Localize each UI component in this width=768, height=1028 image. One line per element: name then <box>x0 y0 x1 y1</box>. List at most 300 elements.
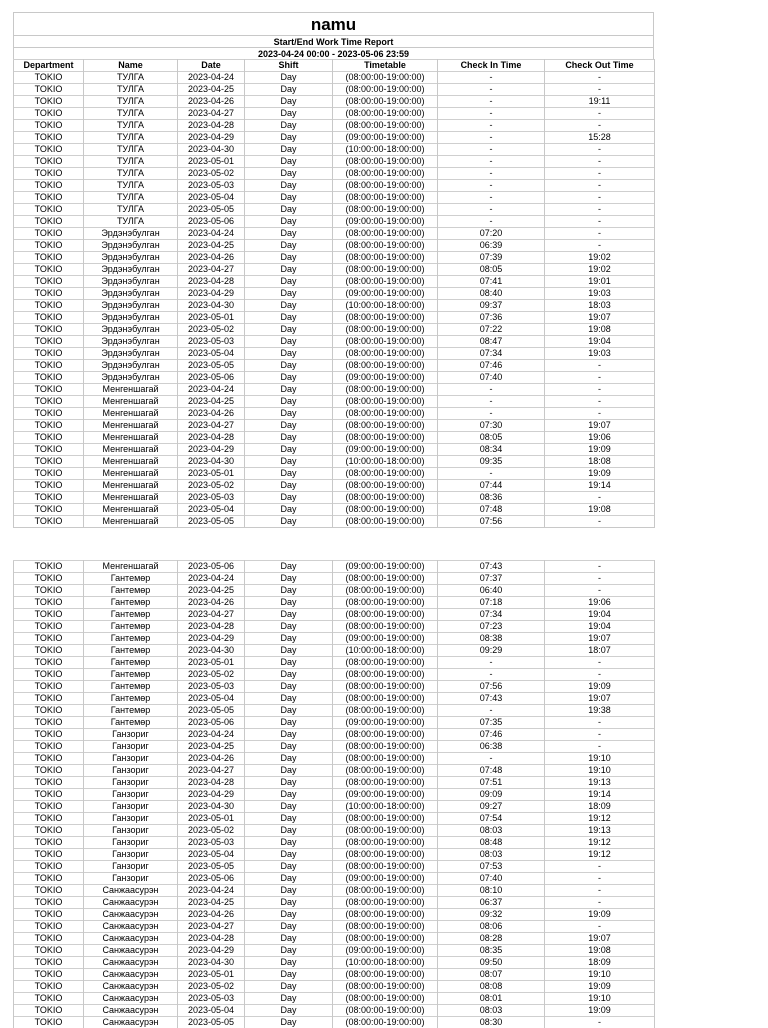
cell-timetable: (08:00:00-19:00:00) <box>333 861 438 873</box>
cell-name: ТУЛГА <box>84 84 178 96</box>
cell-name: Санжаасурэн <box>84 969 178 981</box>
cell-name: Менгеншагай <box>84 444 178 456</box>
cell-department: TOKIO <box>14 216 84 228</box>
cell-date: 2023-04-28 <box>178 120 245 132</box>
cell-department: TOKIO <box>14 645 84 657</box>
cell-timetable: (08:00:00-19:00:00) <box>333 240 438 252</box>
cell-check-out: 15:28 <box>545 132 655 144</box>
cell-department: TOKIO <box>14 729 84 741</box>
cell-department: TOKIO <box>14 144 84 156</box>
cell-timetable: (09:00:00-19:00:00) <box>333 789 438 801</box>
cell-check-in: 07:48 <box>438 504 545 516</box>
table-row <box>14 168 655 180</box>
cell-check-in: - <box>438 192 545 204</box>
cell-check-in: 09:35 <box>438 456 545 468</box>
cell-date: 2023-04-24 <box>178 384 245 396</box>
cell-timetable: (09:00:00-19:00:00) <box>333 561 438 573</box>
cell-shift: Day <box>245 252 333 264</box>
cell-timetable: (10:00:00-18:00:00) <box>333 144 438 156</box>
cell-timetable: (08:00:00-19:00:00) <box>333 336 438 348</box>
cell-timetable: (08:00:00-19:00:00) <box>333 969 438 981</box>
cell-date: 2023-04-26 <box>178 96 245 108</box>
cell-timetable: (08:00:00-19:00:00) <box>333 669 438 681</box>
cell-check-in: 07:34 <box>438 609 545 621</box>
cell-name: Гантемөр <box>84 633 178 645</box>
cell-shift: Day <box>245 897 333 909</box>
cell-department: TOKIO <box>14 396 84 408</box>
cell-shift: Day <box>245 777 333 789</box>
cell-timetable: (08:00:00-19:00:00) <box>333 681 438 693</box>
cell-check-in: - <box>438 204 545 216</box>
cell-name: Ганзориг <box>84 777 178 789</box>
cell-department: TOKIO <box>14 681 84 693</box>
cell-department: TOKIO <box>14 492 84 504</box>
cell-department: TOKIO <box>14 813 84 825</box>
work-time-report <box>13 12 654 1028</box>
table-row <box>14 480 655 492</box>
cell-check-in: 07:46 <box>438 729 545 741</box>
table-row <box>14 108 655 120</box>
cell-shift: Day <box>245 561 333 573</box>
cell-check-in: - <box>438 96 545 108</box>
cell-date: 2023-04-24 <box>178 573 245 585</box>
cell-shift: Day <box>245 993 333 1005</box>
cell-timetable: (08:00:00-19:00:00) <box>333 432 438 444</box>
cell-check-out: 19:01 <box>545 276 655 288</box>
cell-name: ТУЛГА <box>84 120 178 132</box>
cell-name: Ганзориг <box>84 753 178 765</box>
cell-check-out: 19:07 <box>545 633 655 645</box>
cell-shift: Day <box>245 384 333 396</box>
cell-department: TOKIO <box>14 504 84 516</box>
cell-date: 2023-05-06 <box>178 372 245 384</box>
cell-check-out: - <box>545 921 655 933</box>
cell-check-out: 19:14 <box>545 789 655 801</box>
cell-check-out: - <box>545 573 655 585</box>
cell-check-out: 19:10 <box>545 993 655 1005</box>
cell-name: Гантемөр <box>84 573 178 585</box>
cell-timetable: (08:00:00-19:00:00) <box>333 909 438 921</box>
cell-name: Санжаасурэн <box>84 1017 178 1028</box>
cell-timetable: (09:00:00-19:00:00) <box>333 288 438 300</box>
cell-date: 2023-04-27 <box>178 921 245 933</box>
cell-department: TOKIO <box>14 300 84 312</box>
cell-department: TOKIO <box>14 372 84 384</box>
cell-shift: Day <box>245 372 333 384</box>
cell-check-out: - <box>545 669 655 681</box>
cell-check-in: - <box>438 396 545 408</box>
cell-date: 2023-04-30 <box>178 957 245 969</box>
cell-check-in: 07:18 <box>438 597 545 609</box>
cell-date: 2023-04-30 <box>178 144 245 156</box>
cell-shift: Day <box>245 789 333 801</box>
cell-timetable: (08:00:00-19:00:00) <box>333 420 438 432</box>
cell-check-out: 19:12 <box>545 813 655 825</box>
table-row <box>14 861 655 873</box>
cell-shift: Day <box>245 861 333 873</box>
table-row <box>14 492 655 504</box>
cell-check-in: - <box>438 168 545 180</box>
cell-check-out: 19:04 <box>545 609 655 621</box>
cell-date: 2023-04-30 <box>178 645 245 657</box>
table-row <box>14 312 655 324</box>
cell-date: 2023-04-24 <box>178 72 245 84</box>
cell-check-out: - <box>545 729 655 741</box>
cell-name: Эрдэнэбулган <box>84 360 178 372</box>
cell-date: 2023-04-27 <box>178 108 245 120</box>
cell-name: Гантемөр <box>84 585 178 597</box>
table-row <box>14 264 655 276</box>
cell-name: Санжаасурэн <box>84 945 178 957</box>
cell-shift: Day <box>245 573 333 585</box>
cell-name: Менгеншагай <box>84 408 178 420</box>
cell-shift: Day <box>245 681 333 693</box>
table-row <box>14 240 655 252</box>
cell-shift: Day <box>245 969 333 981</box>
cell-timetable: (09:00:00-19:00:00) <box>333 216 438 228</box>
cell-check-in: 06:38 <box>438 741 545 753</box>
cell-check-out: - <box>545 585 655 597</box>
table-row <box>14 981 655 993</box>
cell-check-in: 08:34 <box>438 444 545 456</box>
cell-timetable: (08:00:00-19:00:00) <box>333 765 438 777</box>
cell-shift: Day <box>245 753 333 765</box>
report-title: namu <box>13 12 654 35</box>
cell-check-in: 07:46 <box>438 360 545 372</box>
cell-department: TOKIO <box>14 204 84 216</box>
table-row <box>14 72 655 84</box>
table-row <box>14 765 655 777</box>
cell-shift: Day <box>245 621 333 633</box>
cell-timetable: (08:00:00-19:00:00) <box>333 693 438 705</box>
cell-shift: Day <box>245 108 333 120</box>
cell-department: TOKIO <box>14 561 84 573</box>
cell-date: 2023-04-25 <box>178 897 245 909</box>
cell-department: TOKIO <box>14 264 84 276</box>
cell-name: Гантемөр <box>84 669 178 681</box>
table-row <box>14 216 655 228</box>
cell-date: 2023-04-27 <box>178 609 245 621</box>
cell-shift: Day <box>245 336 333 348</box>
table-row <box>14 909 655 921</box>
cell-name: Ганзориг <box>84 765 178 777</box>
cell-department: TOKIO <box>14 84 84 96</box>
cell-shift: Day <box>245 729 333 741</box>
cell-date: 2023-05-02 <box>178 669 245 681</box>
cell-shift: Day <box>245 825 333 837</box>
cell-date: 2023-04-29 <box>178 132 245 144</box>
table-row <box>14 837 655 849</box>
cell-date: 2023-05-06 <box>178 717 245 729</box>
cell-timetable: (08:00:00-19:00:00) <box>333 1005 438 1017</box>
cell-timetable: (08:00:00-19:00:00) <box>333 897 438 909</box>
table-row <box>14 693 655 705</box>
cell-check-out: - <box>545 144 655 156</box>
cell-timetable: (09:00:00-19:00:00) <box>333 945 438 957</box>
cell-check-in: 08:28 <box>438 933 545 945</box>
cell-shift: Day <box>245 288 333 300</box>
cell-department: TOKIO <box>14 360 84 372</box>
cell-name: Гантемөр <box>84 609 178 621</box>
cell-timetable: (09:00:00-19:00:00) <box>333 717 438 729</box>
cell-check-in: 08:06 <box>438 921 545 933</box>
cell-check-out: - <box>545 108 655 120</box>
cell-check-in: - <box>438 84 545 96</box>
column-header-department: Department <box>14 60 84 72</box>
cell-date: 2023-04-28 <box>178 432 245 444</box>
cell-check-out: 19:10 <box>545 765 655 777</box>
cell-check-out: - <box>545 204 655 216</box>
cell-check-out: 19:13 <box>545 777 655 789</box>
cell-check-in: - <box>438 144 545 156</box>
cell-name: Эрдэнэбулган <box>84 264 178 276</box>
table-row <box>14 516 655 528</box>
cell-check-in: 08:10 <box>438 885 545 897</box>
cell-timetable: (08:00:00-19:00:00) <box>333 384 438 396</box>
table-row <box>14 192 655 204</box>
cell-name: ТУЛГА <box>84 156 178 168</box>
cell-date: 2023-05-05 <box>178 861 245 873</box>
cell-department: TOKIO <box>14 909 84 921</box>
column-header-check-out: Check Out Time <box>545 60 655 72</box>
cell-name: Эрдэнэбулган <box>84 372 178 384</box>
table-row <box>14 396 655 408</box>
cell-shift: Day <box>245 765 333 777</box>
cell-shift: Day <box>245 837 333 849</box>
cell-check-in: 07:41 <box>438 276 545 288</box>
cell-shift: Day <box>245 885 333 897</box>
cell-check-in: - <box>438 216 545 228</box>
cell-timetable: (08:00:00-19:00:00) <box>333 573 438 585</box>
table-row <box>14 408 655 420</box>
cell-check-out: - <box>545 861 655 873</box>
cell-check-out: 19:07 <box>545 312 655 324</box>
cell-date: 2023-04-24 <box>178 228 245 240</box>
cell-date: 2023-04-30 <box>178 300 245 312</box>
cell-date: 2023-04-28 <box>178 933 245 945</box>
cell-check-out: - <box>545 897 655 909</box>
cell-name: Менгеншагай <box>84 492 178 504</box>
cell-name: Ганзориг <box>84 741 178 753</box>
cell-date: 2023-04-27 <box>178 765 245 777</box>
cell-shift: Day <box>245 132 333 144</box>
cell-name: Гантемөр <box>84 621 178 633</box>
cell-timetable: (08:00:00-19:00:00) <box>333 981 438 993</box>
cell-name: Санжаасурэн <box>84 981 178 993</box>
cell-check-in: 07:40 <box>438 873 545 885</box>
cell-check-out: - <box>545 1017 655 1028</box>
cell-shift: Day <box>245 192 333 204</box>
cell-shift: Day <box>245 432 333 444</box>
cell-department: TOKIO <box>14 108 84 120</box>
cell-timetable: (08:00:00-19:00:00) <box>333 609 438 621</box>
cell-date: 2023-05-05 <box>178 1017 245 1028</box>
cell-shift: Day <box>245 933 333 945</box>
table-row <box>14 432 655 444</box>
cell-department: TOKIO <box>14 657 84 669</box>
table-row <box>14 597 655 609</box>
cell-department: TOKIO <box>14 789 84 801</box>
cell-date: 2023-04-24 <box>178 729 245 741</box>
cell-name: Эрдэнэбулган <box>84 324 178 336</box>
cell-date: 2023-05-02 <box>178 981 245 993</box>
table-row <box>14 360 655 372</box>
table-row <box>14 609 655 621</box>
cell-shift: Day <box>245 645 333 657</box>
cell-shift: Day <box>245 981 333 993</box>
cell-check-in: 08:03 <box>438 1005 545 1017</box>
cell-shift: Day <box>245 84 333 96</box>
cell-check-out: - <box>545 192 655 204</box>
cell-shift: Day <box>245 456 333 468</box>
cell-date: 2023-04-26 <box>178 408 245 420</box>
cell-name: Гантемөр <box>84 705 178 717</box>
cell-check-out: 19:11 <box>545 96 655 108</box>
cell-department: TOKIO <box>14 573 84 585</box>
cell-check-in: 09:09 <box>438 789 545 801</box>
table-row <box>14 945 655 957</box>
cell-check-out: 19:03 <box>545 348 655 360</box>
cell-check-out: 18:09 <box>545 957 655 969</box>
cell-check-out: - <box>545 360 655 372</box>
cell-check-in: 09:37 <box>438 300 545 312</box>
cell-name: Менгеншагай <box>84 384 178 396</box>
cell-date: 2023-05-03 <box>178 993 245 1005</box>
cell-name: Санжаасурэн <box>84 933 178 945</box>
cell-check-out: - <box>545 717 655 729</box>
column-header-date: Date <box>178 60 245 72</box>
cell-check-in: - <box>438 108 545 120</box>
cell-check-in: 06:37 <box>438 897 545 909</box>
cell-timetable: (09:00:00-19:00:00) <box>333 444 438 456</box>
cell-check-out: 19:04 <box>545 336 655 348</box>
cell-shift: Day <box>245 633 333 645</box>
table-row <box>14 456 655 468</box>
cell-timetable: (09:00:00-19:00:00) <box>333 633 438 645</box>
cell-name: Санжаасурэн <box>84 957 178 969</box>
cell-check-in: - <box>438 156 545 168</box>
cell-date: 2023-05-03 <box>178 336 245 348</box>
cell-check-out: - <box>545 372 655 384</box>
cell-check-in: 06:39 <box>438 240 545 252</box>
cell-department: TOKIO <box>14 336 84 348</box>
cell-date: 2023-05-05 <box>178 516 245 528</box>
table-row <box>14 645 655 657</box>
cell-shift: Day <box>245 300 333 312</box>
cell-date: 2023-05-05 <box>178 360 245 372</box>
cell-timetable: (08:00:00-19:00:00) <box>333 168 438 180</box>
cell-department: TOKIO <box>14 669 84 681</box>
table-row <box>14 324 655 336</box>
cell-department: TOKIO <box>14 801 84 813</box>
cell-check-out: - <box>545 156 655 168</box>
cell-department: TOKIO <box>14 276 84 288</box>
cell-department: TOKIO <box>14 468 84 480</box>
cell-name: Санжаасурэн <box>84 1005 178 1017</box>
table-row <box>14 180 655 192</box>
cell-timetable: (08:00:00-19:00:00) <box>333 1017 438 1028</box>
cell-timetable: (10:00:00-18:00:00) <box>333 957 438 969</box>
cell-check-out: 19:02 <box>545 252 655 264</box>
cell-department: TOKIO <box>14 480 84 492</box>
cell-name: Гантемөр <box>84 645 178 657</box>
cell-shift: Day <box>245 873 333 885</box>
cell-name: ТУЛГА <box>84 108 178 120</box>
cell-check-out: - <box>545 492 655 504</box>
cell-name: Эрдэнэбулган <box>84 228 178 240</box>
table-row <box>14 204 655 216</box>
cell-check-out: 19:38 <box>545 705 655 717</box>
cell-name: Гантемөр <box>84 717 178 729</box>
cell-timetable: (08:00:00-19:00:00) <box>333 276 438 288</box>
table-row <box>14 120 655 132</box>
cell-name: Ганзориг <box>84 837 178 849</box>
cell-date: 2023-05-05 <box>178 204 245 216</box>
cell-date: 2023-05-02 <box>178 480 245 492</box>
cell-shift: Day <box>245 276 333 288</box>
cell-check-out: 18:08 <box>545 456 655 468</box>
cell-shift: Day <box>245 240 333 252</box>
cell-shift: Day <box>245 504 333 516</box>
cell-department: TOKIO <box>14 1017 84 1028</box>
table-row <box>14 444 655 456</box>
table-row <box>14 933 655 945</box>
cell-timetable: (08:00:00-19:00:00) <box>333 396 438 408</box>
cell-department: TOKIO <box>14 180 84 192</box>
cell-timetable: (08:00:00-19:00:00) <box>333 324 438 336</box>
cell-department: TOKIO <box>14 741 84 753</box>
table-row <box>14 969 655 981</box>
report-subtitle: Start/End Work Time Report <box>13 35 654 47</box>
cell-check-out: 19:09 <box>545 909 655 921</box>
cell-shift: Day <box>245 120 333 132</box>
cell-date: 2023-05-04 <box>178 504 245 516</box>
cell-department: TOKIO <box>14 324 84 336</box>
column-header-check-in: Check In Time <box>438 60 545 72</box>
cell-timetable: (08:00:00-19:00:00) <box>333 180 438 192</box>
cell-check-in: 07:35 <box>438 717 545 729</box>
cell-shift: Day <box>245 585 333 597</box>
cell-check-in: 07:51 <box>438 777 545 789</box>
cell-timetable: (08:00:00-19:00:00) <box>333 480 438 492</box>
cell-department: TOKIO <box>14 432 84 444</box>
report-table-part-1 <box>13 59 655 528</box>
cell-check-in: 07:43 <box>438 561 545 573</box>
cell-name: Менгеншагай <box>84 456 178 468</box>
cell-name: Менгеншагай <box>84 468 178 480</box>
cell-department: TOKIO <box>14 120 84 132</box>
cell-shift: Day <box>245 1005 333 1017</box>
cell-check-out: 19:12 <box>545 837 655 849</box>
table-row <box>14 348 655 360</box>
cell-name: ТУЛГА <box>84 96 178 108</box>
cell-date: 2023-05-04 <box>178 348 245 360</box>
cell-name: Эрдэнэбулган <box>84 240 178 252</box>
cell-timetable: (08:00:00-19:00:00) <box>333 408 438 420</box>
cell-date: 2023-05-02 <box>178 825 245 837</box>
table-row <box>14 729 655 741</box>
cell-department: TOKIO <box>14 240 84 252</box>
table-row <box>14 585 655 597</box>
cell-timetable: (08:00:00-19:00:00) <box>333 705 438 717</box>
cell-check-in: 07:56 <box>438 516 545 528</box>
cell-timetable: (08:00:00-19:00:00) <box>333 597 438 609</box>
cell-shift: Day <box>245 204 333 216</box>
cell-timetable: (08:00:00-19:00:00) <box>333 825 438 837</box>
table-row <box>14 657 655 669</box>
cell-shift: Day <box>245 444 333 456</box>
table-row <box>14 873 655 885</box>
